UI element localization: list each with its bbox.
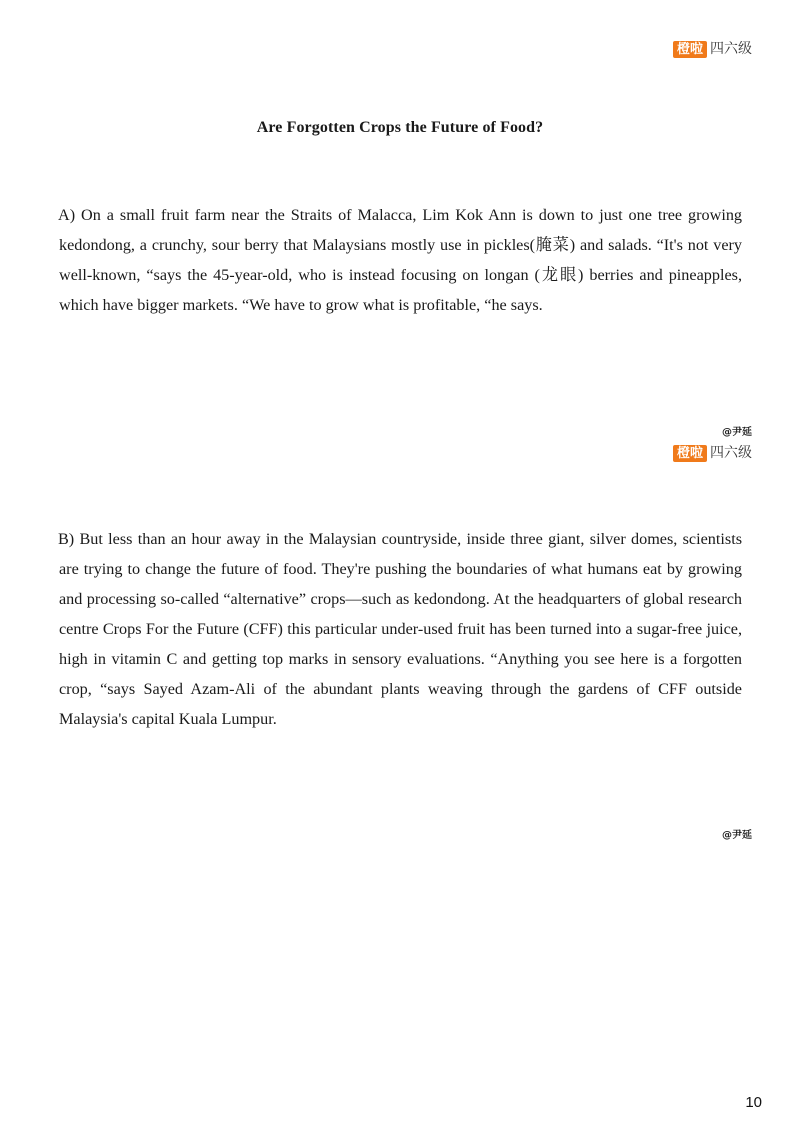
paragraph-label: B) [58,530,75,548]
paragraph-text: But less than an hour away in the Malaysian countryside, inside three giant, silver domes, scientists are trying to change the future of food. They're pushing the boundaries of what humans eat by growing and processing so-called “alternative” crops—such as kedondong. At the headquarters of global research centre Crops For the Future (CFF) this particular under-used fruit has been turned into a sugar-free juice, high in vitamin C and getting top marks in sensory evaluations. “Anything you see here is a forgotten crop, “says Sayed Azam-Ali of the abundant plants weaving through the gardens of CFF outside Malaysia's capital Kuala Lumpur. [59,530,742,728]
paragraph-a [59,200,742,320]
author-watermark: @尹延 [722,427,752,438]
brand-text: 四六级 [710,445,752,461]
brand-badge: 橙啦 [673,445,707,462]
author-watermark: @尹延 [722,830,752,841]
paragraph-label: A) [58,206,76,224]
page-title: Are Forgotten Crops the Future of Food? [256,119,544,136]
brand-logo [673,445,752,462]
page-number: 10 [745,1094,762,1111]
brand-logo [673,41,752,58]
brand-badge: 橙啦 [673,41,707,58]
paragraph-b [59,524,742,734]
brand-text: 四六级 [710,41,752,57]
paragraph-text: On a small fruit farm near the Straits of Malacca, Lim Kok Ann is down to just one tree growing kedondong, a crunchy, sour berry that Malaysians mostly use in pickles(腌菜) and salads. “It's not very well-known, “says the 45-year-old, who is instead focusing on longan (龙眼) berries and pineapples, which have bigger markets. “We have to grow what is profitable, “he says. [59,206,743,314]
